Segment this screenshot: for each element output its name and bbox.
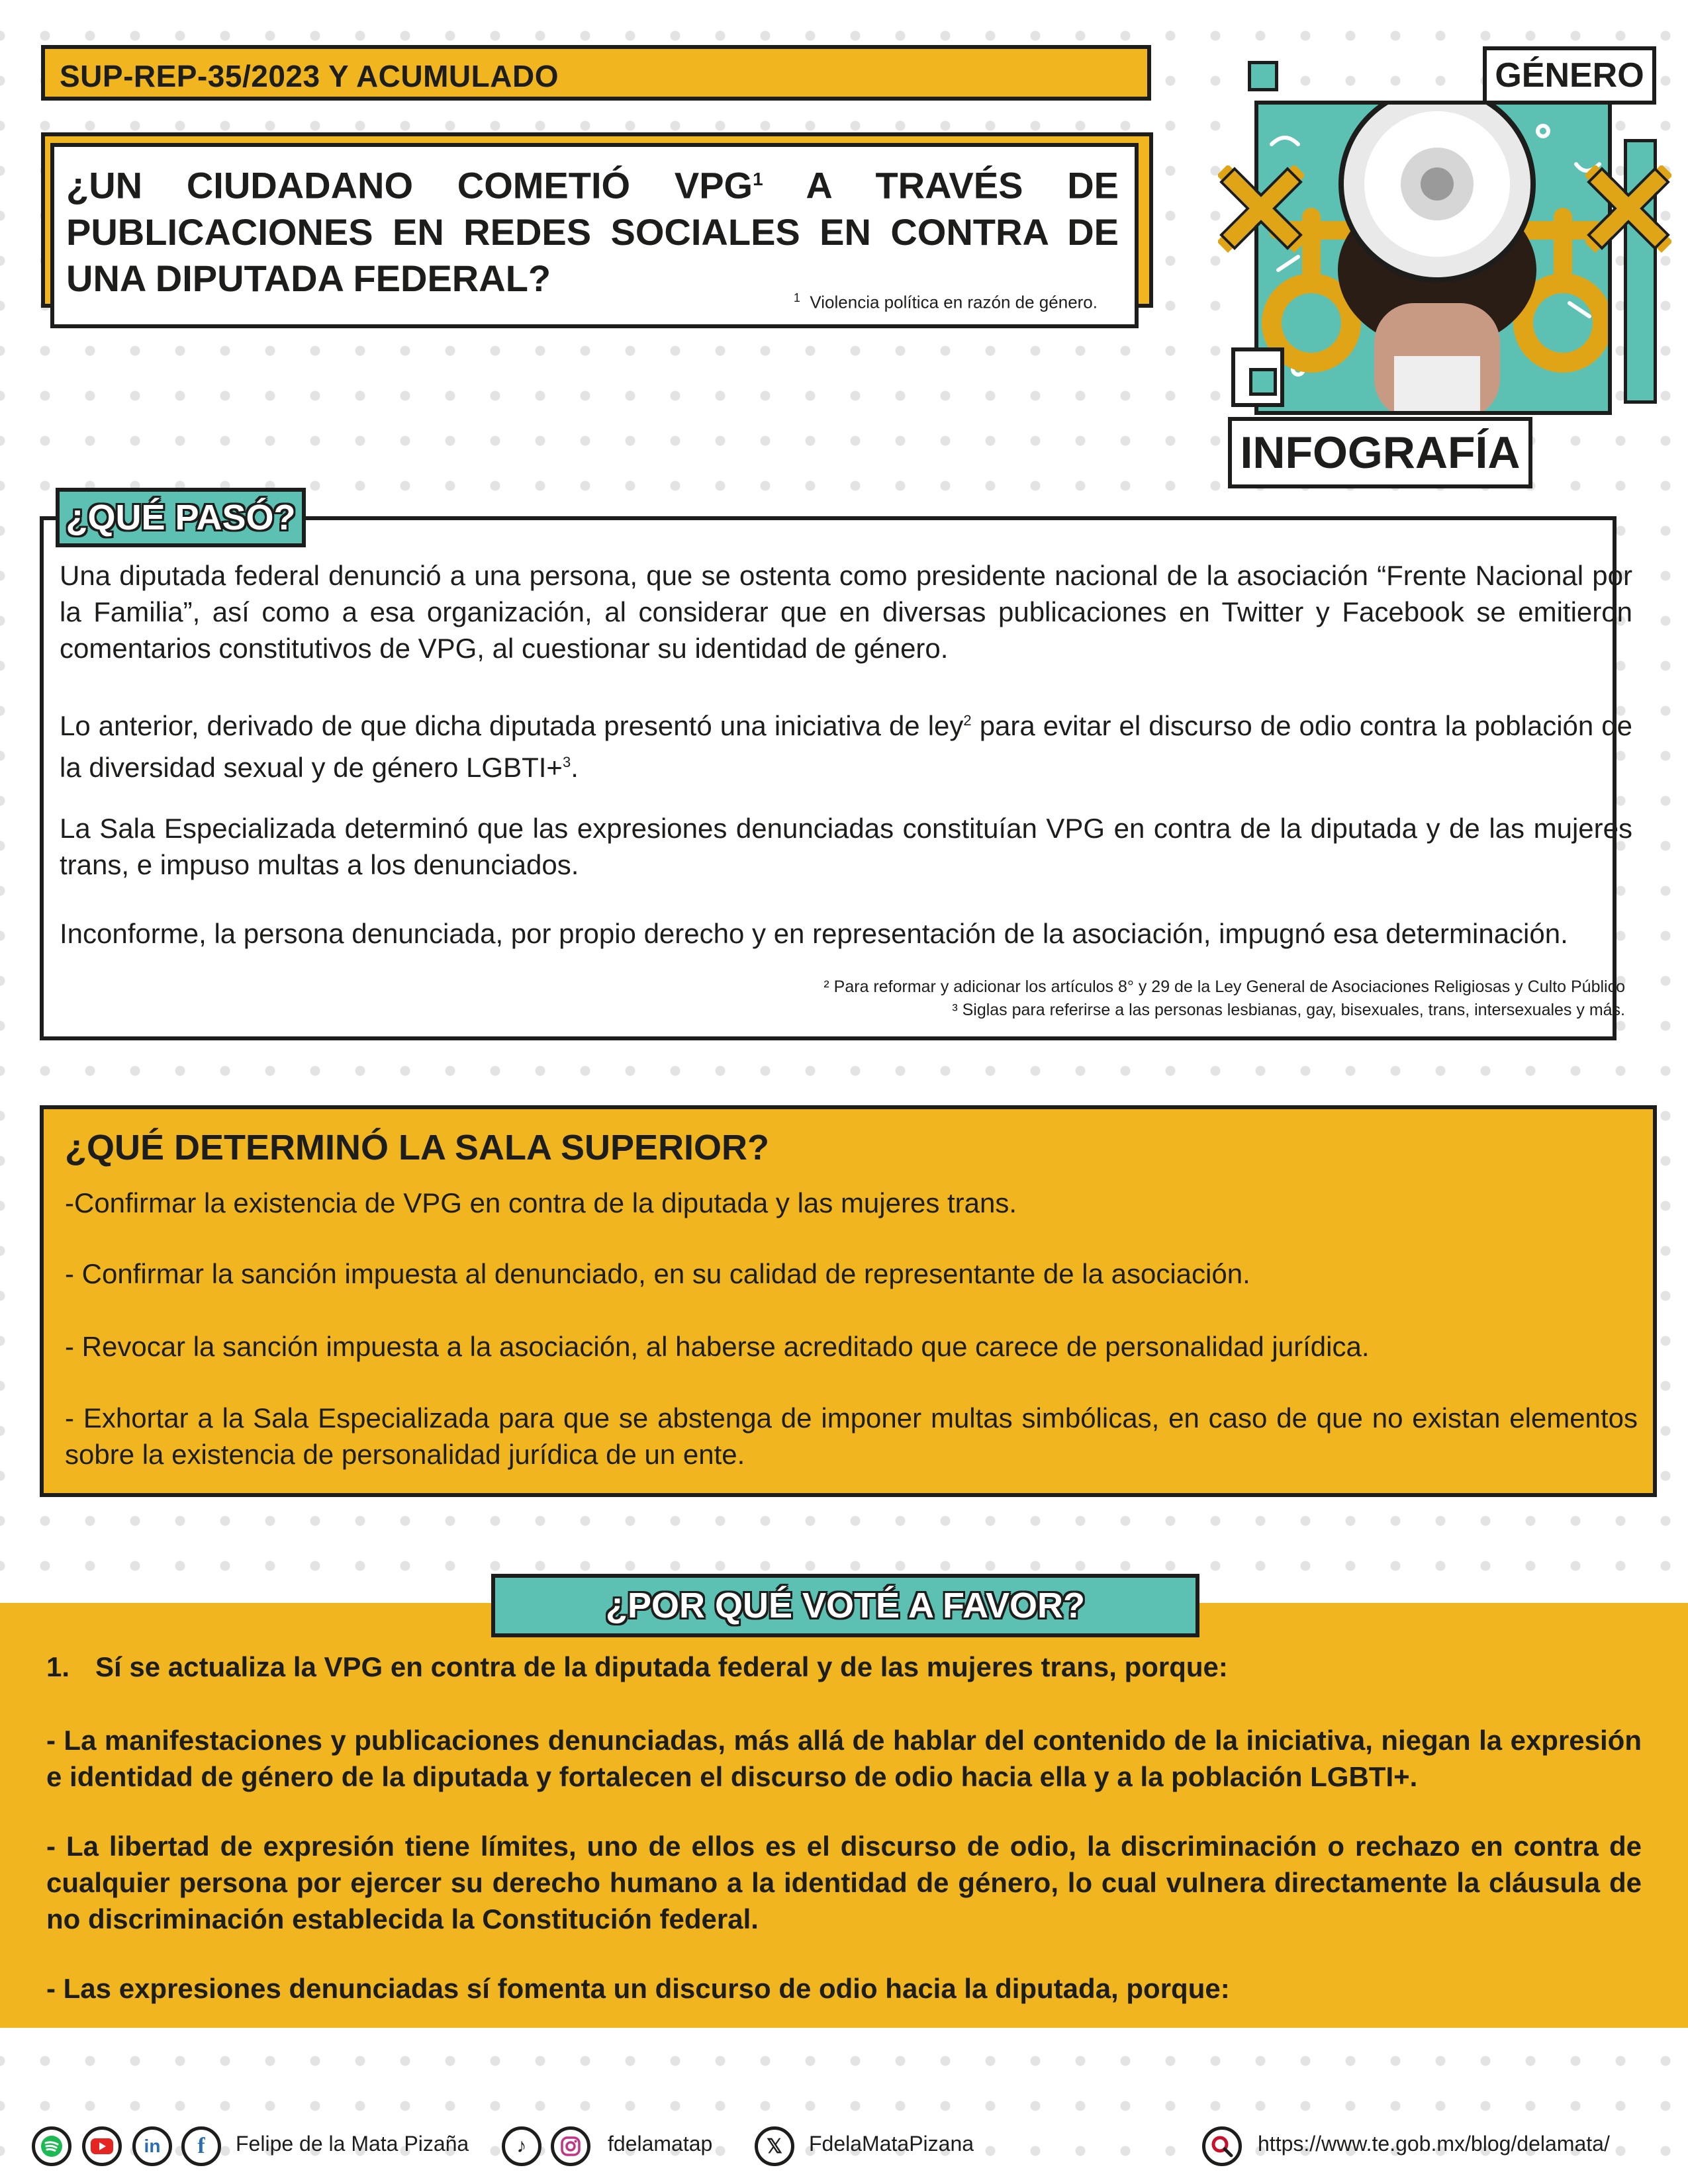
case-code-bar (41, 45, 1151, 101)
title-footnote-text: Violencia política en razón de género. (810, 292, 1098, 312)
decorative-square (1249, 368, 1277, 396)
what-happened-label: ¿QUÉ PASÓ? (56, 488, 306, 547)
title-footnote-number: 1 (793, 291, 800, 304)
footer-name: Felipe de la Mata Pizaña (236, 2132, 469, 2156)
what-happened-paragraph-3: La Sala Especializada determinó que las expresiones denunciadas constituían VPG en contra de la diputada y de las mujeres trans, e impuso multas a los denunciados. (60, 813, 1632, 880)
decorative-square (1248, 61, 1278, 91)
determination-item: - Revocar la sanción impuesta a la asociación, al haberse acreditado que carece de personalidad jurídica. (65, 1331, 1370, 1362)
footnote-3: ³ Siglas para referirse a las personas lesbianas, gay, bisexuales, trans, intersexuales y más. (952, 1001, 1625, 1019)
vote-point-heading-text: Sí se actualiza la VPG en contra de la diputada federal y de las mujeres trans, porque: (95, 1651, 1228, 1682)
vote-reason-paragraph: - Las expresiones denunciadas sí fomenta un discurso de odio hacia la diputada, porque: (46, 1973, 1230, 2004)
p2-text-b: para evitar el discurso de odio contra la población de la diversidad sexual y de género LGBTI+ (60, 710, 1632, 783)
vote-point-heading (46, 1651, 1228, 1683)
p2-footnote-ref-2: 2 (963, 712, 972, 729)
what-happened-paragraph-4: Inconforme, la persona denunciada, por propio derecho y en representación de la asociación, impugnó esa determinación. (60, 918, 1568, 949)
tiktok-icon[interactable]: ♪ (502, 2126, 541, 2166)
megaphone-illustration (1254, 101, 1612, 415)
title-footnote (794, 291, 1098, 313)
facebook-icon[interactable]: f (181, 2126, 221, 2166)
page-title (66, 156, 1119, 302)
footnote-2: ² Para reformar y adicionar los artículos 8° y 29 de la Ley General de Asociaciones Religiosas y Culto Público (823, 978, 1625, 996)
footer-handle: fdelamatap (608, 2132, 713, 2156)
infographic-tag: INFOGRAFÍA (1228, 417, 1532, 488)
spotify-icon[interactable] (32, 2126, 71, 2166)
title-part2: A TRAVÉS DE PUBLICACIONES EN REDES SOCIALES EN CONTRA DE UNA DIPUTADA FEDERAL? (66, 164, 1119, 299)
search-icon[interactable] (1202, 2126, 1242, 2166)
determination-title: ¿QUÉ DETERMINÓ LA SALA SUPERIOR? (65, 1128, 770, 1167)
vote-point-number: 1. (46, 1651, 70, 1682)
title-part1: ¿UN CIUDADANO COMETIÓ VPG (66, 164, 753, 206)
determination-item: - Exhortar a la Sala Especializada para que se abstenga de imponer multas simbólicas, en caso de que no existan elementos sobre la existencia de personalidad jurídica de un ente. (65, 1402, 1638, 1470)
instagram-icon[interactable] (551, 2126, 590, 2166)
x-icon[interactable]: 𝕏 (755, 2126, 794, 2166)
youtube-icon[interactable] (82, 2126, 122, 2166)
p2-text-c: . (571, 752, 579, 783)
megaphone-woman-illustration (1258, 105, 1612, 415)
linkedin-icon[interactable]: in (132, 2126, 172, 2166)
case-code: SUP-REP-35/2023 Y ACUMULADO (60, 59, 559, 93)
vote-reason-paragraph: - La libertad de expresión tiene límites, uno de ellos es el discurso de odio, la discriminación o rechazo en contra de cualquier persona por ejercer su derecho humano a la identidad de género, lo cual vulnera directamente la cláusula de no discriminación establecida la Constitución federal. (46, 1831, 1642, 1934)
determination-item: - Confirmar la sanción impuesta al denunciado, en su calidad de representante de la asociación. (65, 1258, 1250, 1289)
p2-text-a: Lo anterior, derivado de que dicha diputada presentó una iniciativa de ley (60, 710, 964, 741)
category-tag-genero: GÉNERO (1483, 46, 1656, 105)
title-footnote-ref: 1 (753, 169, 763, 189)
p2-footnote-ref-3: 3 (562, 754, 571, 770)
what-happened-paragraph-2 (60, 702, 1632, 786)
vote-reason-paragraph: - La manifestaciones y publicaciones denunciadas, más allá de hablar del contenido de la iniciativa, niegan la expresión e identidad de género de la diputada y fortalecen el discurso de odio hacia ella y a la población LGBTI+. (46, 1725, 1642, 1792)
determination-item: -Confirmar la existencia de VPG en contra de la diputada y las mujeres trans. (65, 1187, 1017, 1218)
footer-x-handle: FdelaMataPizana (809, 2132, 974, 2156)
what-happened-paragraph-1: Una diputada federal denunció a una persona, que se ostenta como presidente nacional de la asociación “Frente Nacional por la Familia”, así como a esa organización, al considerar que en diversas publicaciones en Twitter y Facebook se emitieron comentarios constitutivos de VPG, al cuestionar su identidad de género. (60, 560, 1632, 664)
vote-reasons-label: ¿POR QUÉ VOTÉ A FAVOR? (491, 1574, 1199, 1637)
venus-symbol-left-icon (1218, 165, 1304, 258)
footer-url[interactable]: https://www.te.gob.mx/blog/delamata/ (1258, 2132, 1610, 2156)
venus-symbol-right-icon (1585, 165, 1671, 258)
